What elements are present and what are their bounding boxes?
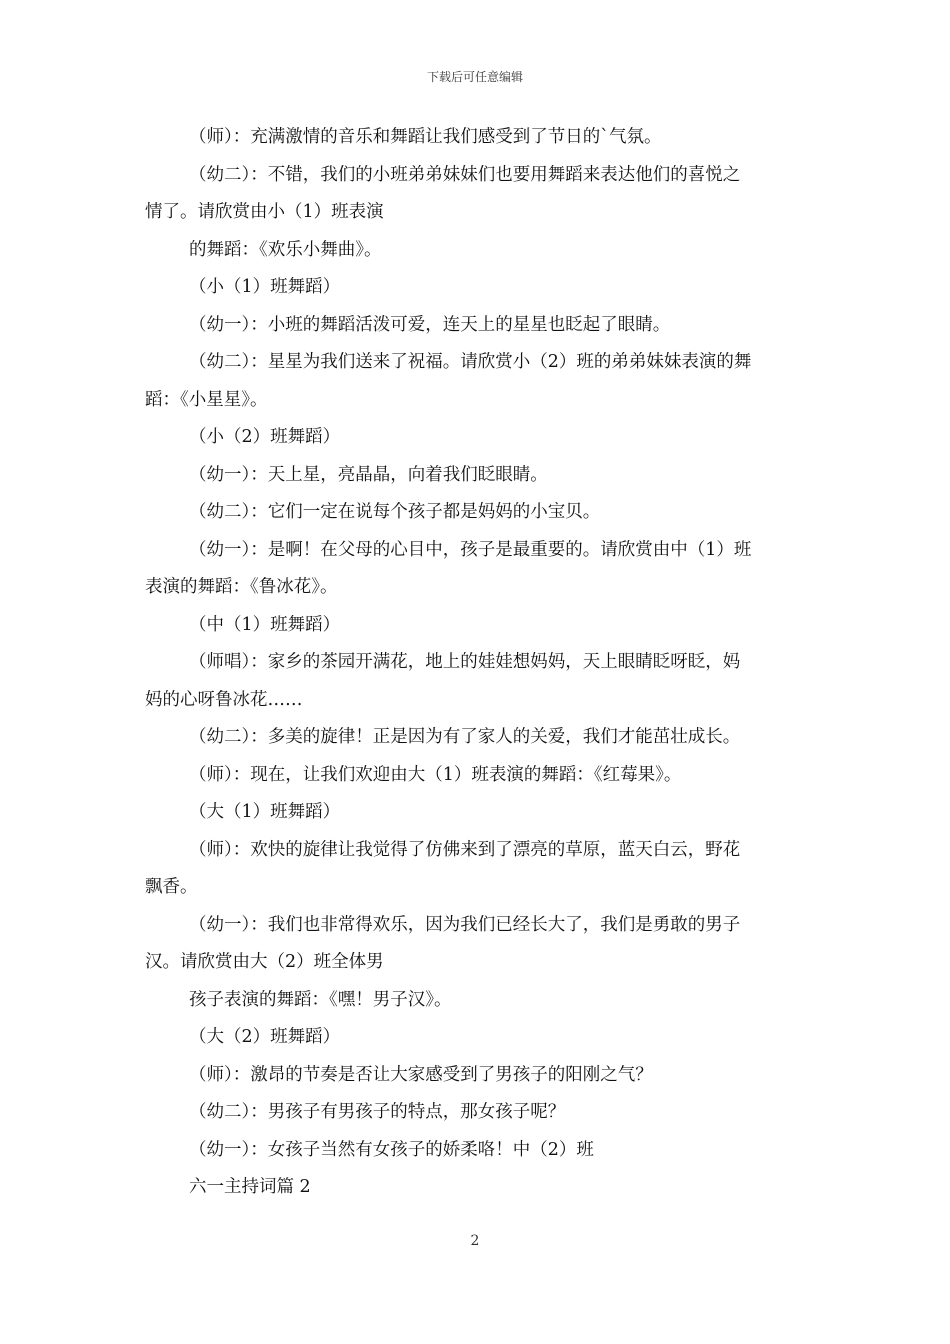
text-line: （幼二）：男孩子有男孩子的特点，那女孩子呢？ (189, 1102, 566, 1122)
text-line: （幼一）：小班的舞蹈活泼可爱，连天上的星星也眨起了眼睛。 (189, 314, 671, 335)
text-line: （中（1）班舞蹈） (189, 614, 341, 635)
text-line: 孩子表演的舞蹈：《嘿！男子汉》。 (189, 989, 452, 1010)
text-line: （师）：现在，让我们欢迎由大（1）班表演的舞蹈：《红莓果》。 (189, 764, 682, 785)
text-line: （幼二）：星星为我们送来了祝福。请欣赏小（2）班的弟弟妹妹表演的舞 (189, 352, 752, 372)
text-line: （小（1）班舞蹈） (189, 277, 341, 297)
text-line: （幼二）：它们一定在说每个孩子都是妈妈的小宝贝。 (189, 502, 601, 522)
text-line: （幼一）：天上星，亮晶晶，向着我们眨眼睛。 (189, 464, 548, 485)
text-line: （幼一）：是啊！在父母的心目中，孩子是最重要的。请欣赏由中（1）班 (189, 539, 752, 560)
text-line: 的舞蹈：《欢乐小舞曲》。 (189, 239, 382, 260)
text-line: （师唱）：家乡的茶园开满花，地上的娃娃想妈妈，天上眼睛眨呀眨，妈 (189, 652, 741, 672)
text-line: 飘香。 (145, 877, 198, 897)
text-line: （大（1）班舞蹈） (189, 802, 341, 822)
text-line: 蹈：《小星星》。 (145, 389, 268, 410)
text-line: （幼二）：不错，我们的小班弟弟妹妹们也要用舞蹈来表达他们的喜悦之 (189, 164, 741, 185)
text-line: （幼二）：多美的旋律！正是因为有了家人的关爱，我们才能茁壮成长。 (189, 727, 741, 747)
text-line: （小（2）班舞蹈） (189, 427, 341, 447)
page-number: 2 (470, 1233, 480, 1249)
page-header: 下载后可任意编辑 (426, 70, 523, 84)
text-line: （师）：欢快的旋律让我觉得了仿佛来到了漂亮的草原，蓝天白云，野花 (189, 839, 741, 860)
text-line: （幼一）：女孩子当然有女孩子的娇柔咯！中（2）班 (189, 1139, 594, 1160)
text-line: （幼一）：我们也非常得欢乐，因为我们已经长大了，我们是勇敢的男子 (189, 914, 741, 935)
text-line: （师）：充满激情的音乐和舞蹈让我们感受到了节日的`气氛。 (189, 127, 662, 147)
document-body (145, 119, 810, 1207)
text-line: 汉。请欣赏由大（2）班全体男 (145, 952, 384, 972)
text-line: 表演的舞蹈：《鲁冰花》。 (145, 577, 338, 597)
text-line: （大（2）班舞蹈） (189, 1027, 341, 1047)
text-line: 妈的心呀鲁冰花…… (145, 689, 303, 710)
text-line: 情了。请欣赏由小（1）班表演 (145, 202, 384, 222)
text-line: （师）：激昂的节奏是否让大家感受到了男孩子的阳刚之气？ (189, 1064, 653, 1085)
text-line: 六一主持词篇 2 (189, 1177, 311, 1197)
